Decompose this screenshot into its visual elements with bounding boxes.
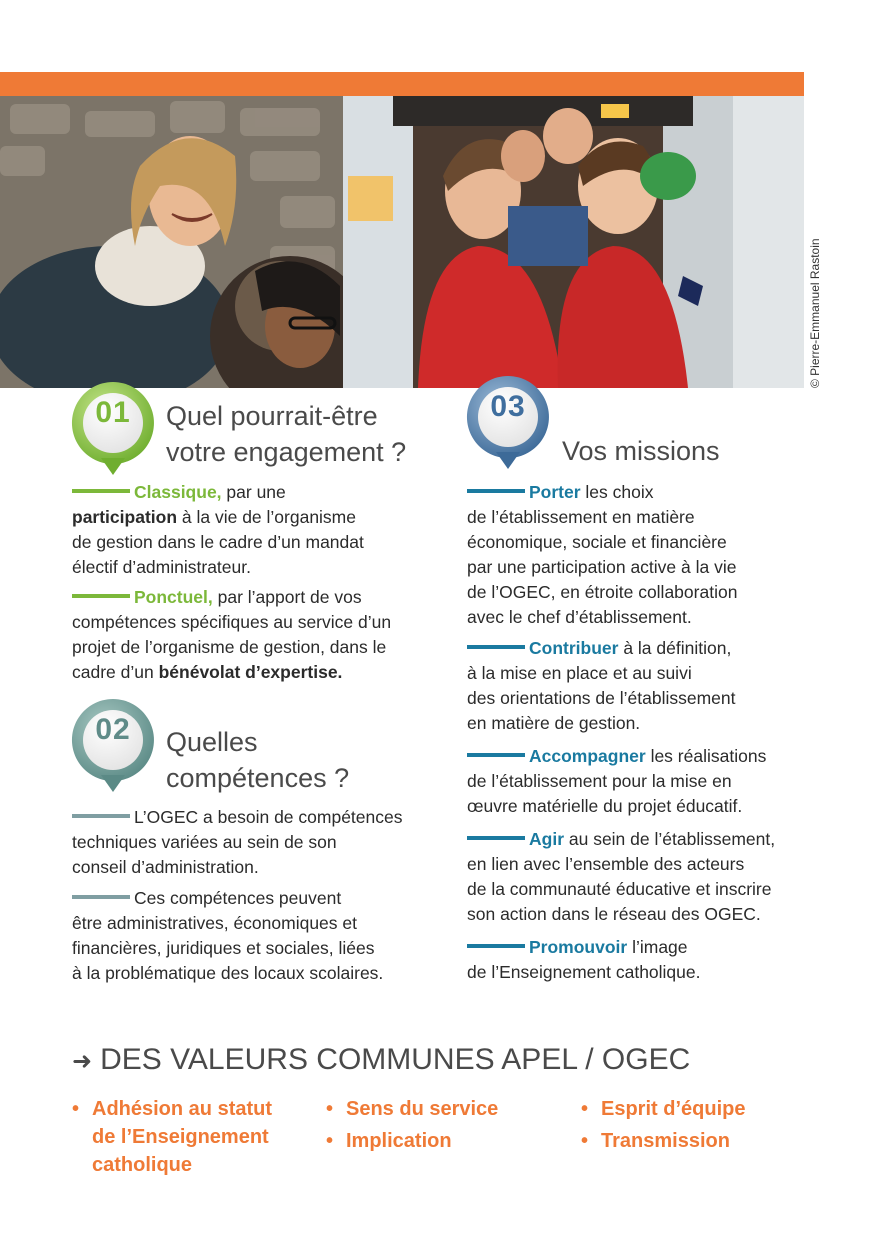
arrow-right-icon: ➜ [72, 1048, 93, 1075]
top-orange-bar [0, 72, 804, 96]
mission-porter: Porter les choix de l’établissement en matière économique, sociale et financière par une participation active à la vie de l’OGEC, en étroite collaboration avec le chef d’établissement. [467, 482, 738, 627]
badge-03-pin-icon [463, 372, 553, 472]
photo-credit: © Pierre-Emmanuel Rastoin [808, 238, 822, 388]
paragraph-competences-1: L’OGEC a besoin de compétences techniques variées au sein de son conseil d’administration. [72, 807, 403, 877]
value-item: • Esprit d’équipe [581, 1095, 801, 1123]
value-item: • Implication [326, 1127, 546, 1155]
heading-01-line2: votre engagement ? [166, 437, 407, 467]
paragraph-classique: Classique, par une participation à la vie de l’organisme de gestion dans le cadre d’un mandat électif d’administrateur. [72, 482, 364, 577]
heading-03: Vos missions [562, 436, 720, 466]
heading-01 [166, 398, 406, 470]
blue-dash [467, 753, 525, 757]
blue-dash [467, 645, 525, 649]
photo-schoolboys [343, 96, 804, 388]
values-list-col3 [581, 1095, 801, 1159]
value-item: • Adhésion au statut de l’Enseignement catholique [72, 1095, 312, 1179]
heading-02-line1: Quelles [166, 727, 258, 757]
values-title: ➜ DES VALEURS COMMUNES APEL / OGEC [72, 1043, 691, 1076]
badge-03-number: 03 [490, 390, 526, 423]
heading-02 [166, 724, 349, 796]
heading-01-line1: Quel pourrait-être [166, 401, 378, 431]
values-list-col1 [72, 1095, 312, 1183]
mission-agir: Agir au sein de l’établissement, en lien avec l’ensemble des acteurs de la communauté éducative et inscrire son action dans le réseau des OGEC. [467, 829, 776, 924]
heading-02-line2: compétences ? [166, 763, 350, 793]
mission-promouvoir: Promouvoir l’image de l’Enseignement catholique. [467, 937, 701, 982]
blue-dash [467, 836, 525, 840]
badge-02-pin-icon [68, 695, 158, 795]
mission-accompagner: Accompagner les réalisations de l’établissement pour la mise en œuvre matérielle du projet éducatif. [467, 746, 767, 816]
grey-dash [72, 814, 130, 818]
values-list-col2 [326, 1095, 546, 1159]
photo-young-women [0, 96, 343, 388]
badge-01-number: 01 [95, 396, 131, 429]
blue-dash [467, 944, 525, 948]
green-dash [72, 489, 130, 493]
value-item: • Sens du service [326, 1095, 546, 1123]
grey-dash [72, 895, 130, 899]
value-item: • Transmission [581, 1127, 801, 1155]
blue-dash [467, 489, 525, 493]
badge-01-pin-icon [68, 378, 158, 478]
paragraph-competences-2: Ces compétences peuvent être administratives, économiques et financières, juridiques et sociales, liées à la problématique des locaux scolaires. [72, 888, 384, 983]
mission-contribuer: Contribuer à la définition, à la mise en place et au suivi des orientations de l’établissement en matière de gestion. [467, 638, 736, 733]
badge-02-number: 02 [95, 713, 131, 746]
green-dash [72, 594, 130, 598]
paragraph-ponctuel: Ponctuel, par l’apport de vos compétences spécifiques au service d’un projet de l’organisme de gestion, dans le cadre d’un bénévolat d’expertise. [72, 587, 392, 682]
